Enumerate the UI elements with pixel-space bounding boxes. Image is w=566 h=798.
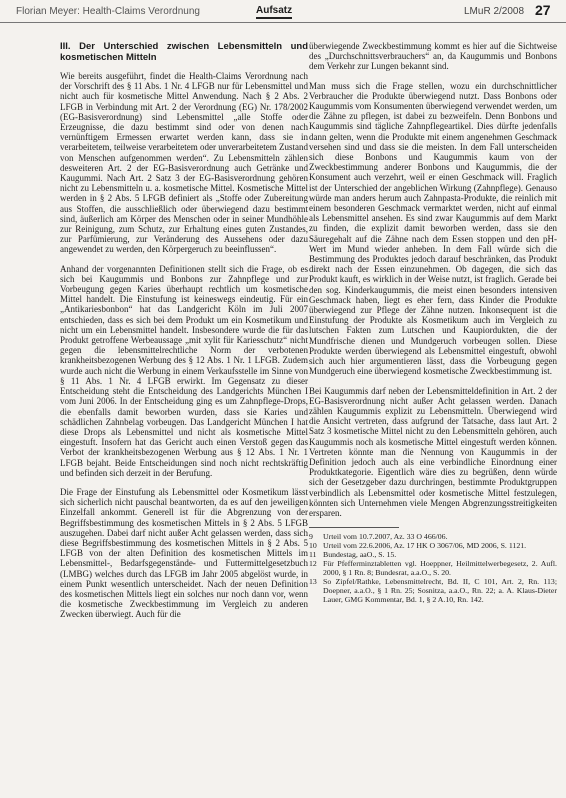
right-column xyxy=(309,41,557,604)
footnote-divider xyxy=(309,527,399,528)
footnote-text: Urteil vom 10.7.2007, Az. 33 O 466/06. xyxy=(323,532,448,542)
footnotes xyxy=(309,532,557,604)
footnote-number: 11 xyxy=(309,550,317,560)
section-heading: III. Der Unterschied zwischen Lebensmitteln und kosmetischen Mitteln xyxy=(60,41,308,63)
page-header xyxy=(0,0,566,23)
footnote xyxy=(309,577,557,604)
section-tag: Aufsatz xyxy=(256,5,292,19)
left-column xyxy=(60,41,308,629)
paragraph: Anhand der vorgenannten Definitionen stellt sich die Frage, ob es sich bei Kaugummis und Bonbons zur Zahnpflege und zur Vorbeugung gegen Karies überhaupt rechtlich um kosmetische Mittel handelt. Die Einstufung ist keineswegs eindeutig. Für ein „Antikariesbonbon“ hat das Landgericht Köln im Juli 2007 entschieden, dass es sich bei dem Produkt um ein Kosmetikum und nicht um ein Lebensmittel handelt. Insbesondere wurde die für das Produkt getroffene Werbeaussage „mit xylit für Kariesschutz“ nicht gegen die lebensmittelrechtliche Norm der verbotenen krankheitsbezogenen Werbung des § 12 Abs. 1 Nr. 1 LFGB. Zudem wurde auch nicht die Werbung in einem Verkaufsstelle im Sinne von § 11 Abs. 1 Nr. 4 LFGB erwirkt. Im Gegensatz zu dieser Entscheidung steht die Entscheidung des Landgerichts München I vom Juni 2006. In der Entscheidung ging es um Zahnpflege-Drops, die ebenfalls damit beworben wurden, dass sie Karies und schädlichen Zahnbelag vorbeugen. Das Landgericht München I hat diese Drops als Lebensmittel und nicht als kosmetische Mittel eingestuft. Insofern hat das Gericht auch einen Verstoß gegen das Verbot der krankheitsbezogenen Werbung aus § 12 Abs. 1 Nr. 1 LFGB bejaht. Beide Entscheidungen sind noch nicht rechtskräftig und befinden sich derzeit in der Berufung. xyxy=(60,263,308,478)
paragraph: Wie bereits ausgeführt, findet die Health-Claims Verordnung nach der Vorschrift des § 11 Abs. 1 Nr. 4 LFGB nur für Lebensmittel und nicht auch für kosmetische Mittel Anwendung. Nach § 2 Abs. 2 LFGB in Verbindung mit Art. 2 der Verordnung (EG) Nr. 178/2002 (EG-Basisverordnung) sind Lebensmittel „alle Stoffe oder Erzeugnisse, die dazu bestimmt sind oder von denen nach vernünftigem Ermessen erwartet werden kann, dass sie in verarbeitetem, teilweise verarbeitetem oder unverarbeitetem Zustand von Menschen aufgenommen werden“. Zu Lebensmitteln zählen desweiteren Art. 2 der EG-Basisverordnung auch Getränke und Kaugummi. Nach Art. 2 Satz 3 der EG-Basisverordnung gehören nicht zu Lebensmitteln u. a. kosmetische Mittel. Kosmetische Mittel werden in § 2 Abs. 5 LFGB definiert als „Stoffe oder Zubereitung aus Stoffen, die ausschließlich oder überwiegend dazu bestimmt sind, äußerlich am Körper des Menschen oder in seiner Mundhöhle zur Reinigung, zum Schutz, zur Erhaltung eines guten Zustandes, zur Parfümierung, zur Veränderung des Aussehens oder dazu angewendet zu werden, den Körpergeruch zu beeinflussen“. xyxy=(60,71,308,255)
running-title: Florian Meyer: Health-Claims Verordnung xyxy=(16,6,200,17)
paragraph: überwiegende Zweckbestimmung kommt es hier auf die Sichtweise des „Durchschnittsverbrauchers“ an, da Kaugummis und Bonbons dem Verkehr zur Lungen bekannt sind. xyxy=(309,41,557,72)
page-number: 27 xyxy=(535,2,551,18)
footnote-text: So Zipfel/Rathke, Lebensmittelrecht, Bd. II, C 101, Art. 2, Rn. 113; Doepner, a.a.O., § 1 Rn. 25; Sosnitza, a.a.O., Rn. 22; a. A. Klaus-Dieter Lauer, GMG Kommentar, Bd. 1, § 2 A.10, Rn. 142. xyxy=(323,577,557,605)
footnote xyxy=(309,541,557,550)
footnote-number: 13 xyxy=(309,577,317,587)
footnote-text: Bundestag, aaO., S. 15. xyxy=(323,550,397,560)
footnote xyxy=(309,532,557,541)
footnote-text: Urteil vom 22.6.2006, Az. 17 HK O 3067/06, MD 2006, S. 1121. xyxy=(323,541,527,551)
paragraph: Man muss sich die Frage stellen, wozu ein durchschnittlicher Verbraucher die Produkte überwiegend nutzt. Dass Bonbons oder Kaugummis vom Konsumenten überwiegend verwendet werden, um die Zähne zu pflegen, ist dabei zu bezweifeln. Denn Bonbons und Kaugummis sind tägliche Zahnpflegeartikel. Dies dürfte jedenfalls dann gelten, wenn die Produkte mit einem angenehmen Geschmack versehen sind und dass sie die meisten. In dem Fall unterscheiden sich diese Bonbons und Kaugummis kaum von der Zweckbestimmung anderer Bonbons und Kaugummis, die der Konsument auch verzehrt, weil er einen Geschmack will. Fraglich ist der Unterschied der angeblichen Wirkung (Zahnpflege). Genauso würde man anders herum auch Zahnpasta-Produkte, die reinlich mit einem besonderen Geschmack vermarktet werden, nicht auf einmal als Lebensmittel ansehen. Es sind zwar Kaugummis auf dem Markt zu finden, die explizit damit beworben werden, dass sie den Säuregehalt auf die Zähne nach dem Essen stoppen und den pH-Wert im Mund wieder anheben. In dem Fall würde sich die Bestimmung des Produktes jedoch darauf beschränken, das Produkt direkt nach der Essen einzunehmen. Ob dagegen, die sich das Produkt kauft, es wirklich in der Weise nutzt, ist fraglich. Gerade bei den sog. Kinderkaugummis, die meist einen besonders intensiven Geschmack haben, liegt es eher fern, dass Kinder die Produkte überwiegend zur Pflege der Zähne nutzen. Inkonsequent ist die Einstufung der Produkte als Kosmetikum auch im Vergleich zu lutschen Fakten zum Lutschen und Kaupiordukten, die der Mundfrische dienen und Mundgeruch vorbeugen sollen. Diese Produkte werden überwiegend als Lebensmittel eingestuft, obwohl sich auch hier argumentieren lässt, dass die Vorbeugung gegen Mundgeruch eine überwiegend kosmetische Zweckbestimmung ist. xyxy=(309,80,557,377)
paragraph: Bei Kaugummis darf neben der Lebensmitteldefinition in Art. 2 der EG-Basisverordnung nicht außer Acht gelassen werden. Danach zählen Kaugummis explizit zu Lebensmitteln. Überwiegend wird die Ansicht vertreten, dass aufgrund der Tatsache, dass laut Art. 2 Satz 3 kosmetische Mittel nicht zu den Lebensmitteln gehören, auch Kaugummis noch als kosmetische Mittel eingestuft werden können. Vertreten könnte man die Nennung von Kaugummis in der Definition jedoch auch als eine verbindliche Einordnung einer Produktkategorie. Eigentlich wäre dies zu begrüßen, denn würde sich der Gesetzgeber dazu durchringen, bestimmte Produktgruppen verbindlich als Lebensmittel oder kosmetische Mittel festzulegen, könnten sich Unternehmen viele Mengen Abgrenzungsstreitigkeiten ersparen. xyxy=(309,385,557,518)
footnote-number: 9 xyxy=(309,532,313,542)
footnote-text: Für Pfefferminztabletten vgl. Hoeppner, Heilmittelwerbegesetz, 2. Aufl. 2000, § 1 Rn. 8; Bundesrat, a.a.O., S. 20. xyxy=(323,559,557,578)
footnote xyxy=(309,550,557,559)
footnote xyxy=(309,559,557,577)
footnote-number: 10 xyxy=(309,541,317,551)
paragraph: Die Frage der Einstufung als Lebensmittel oder Kosmetikum lässt sich sicherlich nicht pauschal beantworten, da es auf den jeweiligen Einzelfall ankommt. Generell ist für die Abgrenzung von der Begriffsbestimmung des kosmetischen Mittels in § 2 Abs. 5 LFGB auszugehen. Dabei darf nicht außer Acht gelassen werden, dass sich diese Begriffsbestimmung des kosmetischen Mittels in § 2 Abs. 5 LFGB von der alten Definition des kosmetischen Mittels im Lebensmittel-, Bedarfsgegenstände- und Futtermittelgesetzbuch (LMBG) welches durch das LFGB im Jahr 2005 abgelöst wurde, in einem Punkt wesentlich unterscheidet. Nach der neuen Definition des kosmetischen Mittels liegt ein solches nur noch dann vor, wenn die kosmetische Zweckbestimmung im Vergleich zu anderen Zwecken überwiegt. Auch für die xyxy=(60,486,308,620)
issue-label: LMuR 2/2008 xyxy=(464,6,525,17)
footnote-number: 12 xyxy=(309,559,317,569)
